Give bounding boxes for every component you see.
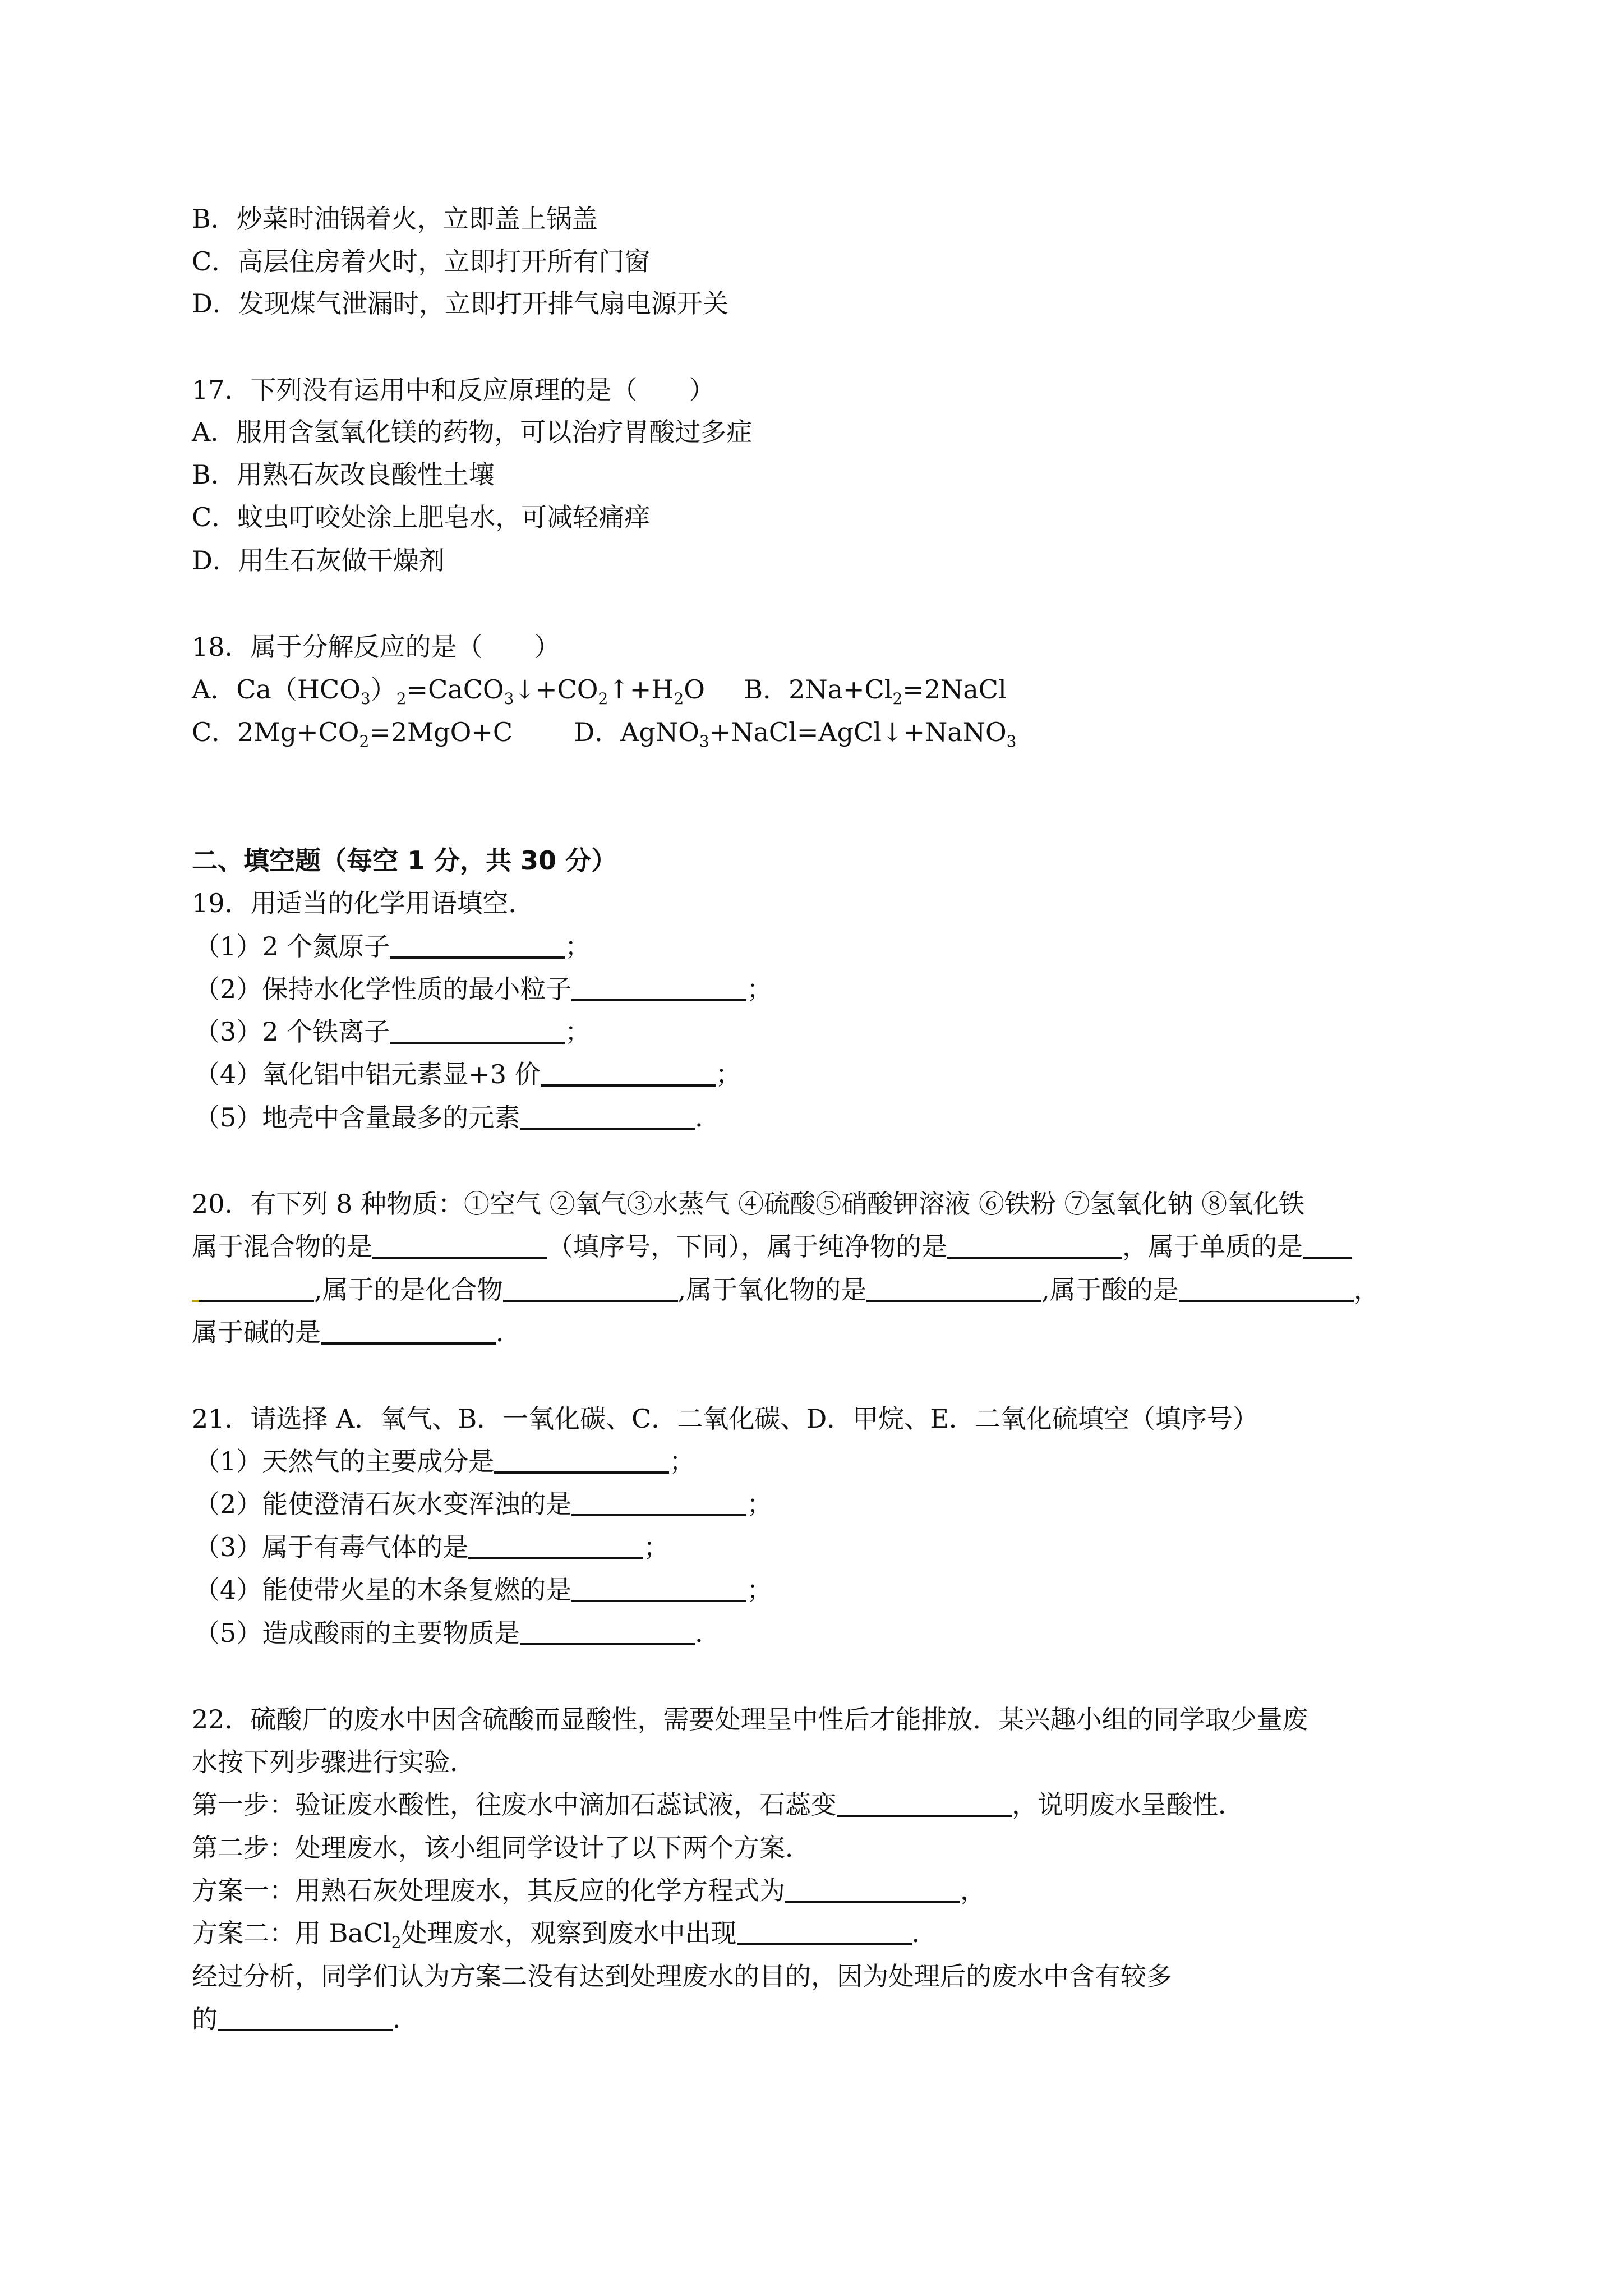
answer-blank[interactable] (520, 1099, 695, 1130)
q18-option-d: D．AgNO$_3$+NaCl=AgCl↓+NaNO$_3$ (574, 717, 1017, 751)
q20-line-1: 20．有下列 8 种物质：①空气 ②氧气③水蒸气 ④硫酸⑤硝酸钾溶液 ⑥铁粉 ⑦氢氧化钠 ⑧氧化铁 (192, 1189, 1305, 1219)
q22-line-1: 22．硫酸厂的废水中因含硫酸而显酸性，需要处理呈中性后才能排放．某兴趣小组的同学取少量废 (192, 1704, 1308, 1734)
q22-analysis-end: 的 ． (192, 1997, 418, 2041)
q18-option-c: C．$2Mg+CO_2=2MgO+C$ (192, 717, 513, 751)
q17-option-c: C．蚊虫叮咬处涂上肥皂水，可减轻痛痒 (192, 502, 651, 532)
q19-stem: 19．用适当的化学用语填空． (192, 888, 534, 918)
q22-line-2: 水按下列步骤进行实验． (192, 1747, 476, 1777)
answer-blank[interactable] (1303, 1228, 1352, 1259)
answer-blank[interactable] (199, 1272, 314, 1302)
answer-blank[interactable] (520, 1615, 695, 1645)
section-heading: 二、填空题（每空 1 分，共 30 分） (192, 845, 617, 876)
answer-blank[interactable] (390, 928, 565, 959)
q22-step-1: 第一步：验证废水酸性，往废水中滴加石蕊试液，石蕊变 ，说明废水呈酸性． (192, 1783, 1244, 1826)
q21-item-2: （2）能使澄清石灰水变浑浊的是 ； (194, 1482, 772, 1526)
q22-plan-2: 方案二：用 BaCl$_2$处理废水，观察到废水中出现 ． (192, 1911, 938, 1955)
answer-blank[interactable] (571, 1486, 746, 1516)
q19-item-1: （1）2 个氮原子 ； (194, 924, 591, 968)
answer-blank[interactable] (218, 2001, 393, 2031)
q22-analysis: 经过分析，同学们认为方案二没有达到处理废水的目的，因为处理后的废水中含有较多 (192, 1961, 1172, 1991)
answer-blank[interactable] (571, 971, 746, 1001)
q17-option-b: B．用熟石灰改良酸性土壤 (192, 459, 495, 490)
q18-option-b: B．$2Na+Cl_2=2NaCl$ (744, 674, 1007, 708)
q19-item-3: （3）2 个铁离子 ； (194, 1010, 591, 1053)
q17-option-a: A．服用含氢氧化镁的药物，可以治疗胃酸过多症 (192, 417, 753, 447)
answer-blank[interactable] (541, 1056, 716, 1087)
answer-blank[interactable] (468, 1529, 643, 1559)
answer-blank[interactable] (1179, 1272, 1354, 1302)
q19-item-4: （4）氧化铝中铝元素显+3 价 ； (194, 1052, 741, 1096)
q16-option-c: C．高层住房着火时，立即打开所有门窗 (192, 246, 651, 277)
q22-plan-1: 方案一：用熟石灰处理废水，其反应的化学方程式为 ， (192, 1869, 986, 1912)
answer-blank[interactable] (947, 1228, 1122, 1259)
q16-option-d: D．发现煤气泄漏时，立即打开排气扇电源开关 (192, 288, 728, 319)
q19-item-5: （5）地壳中含量最多的元素 ． (194, 1096, 721, 1139)
answer-blank[interactable] (494, 1443, 669, 1474)
q17-option-d: D．用生石灰做干燥剂 (192, 545, 445, 576)
q20-line-3: ,属于的是化合物 ,属于氧化物的是 ,属于酸的是 ， (192, 1268, 1380, 1312)
q21-item-3: （3）属于有毒气体的是 ； (194, 1525, 669, 1569)
answer-blank[interactable] (372, 1228, 547, 1259)
q19-item-2: （2）保持水化学性质的最小粒子 ； (194, 967, 772, 1011)
answer-blank[interactable] (321, 1314, 496, 1345)
q20-line-2: 属于混合物的是 （填序号，下同），属于纯净物的是 ，属于单质的是 (192, 1225, 1352, 1268)
q22-step-2: 第二步：处理废水，该小组同学设计了以下两个方案． (192, 1833, 811, 1863)
q18-options-cd (192, 710, 1017, 754)
q18-options-ab (192, 668, 1007, 711)
q18-stem: 18．属于分解反应的是（ ） (192, 632, 560, 662)
q21-item-1: （1）天然气的主要成分是 ； (194, 1439, 695, 1483)
q18-option-a: A．$Ca(HCO_3)_2=CaCO_3↓+CO_2↑+H_2O$ (192, 674, 706, 708)
answer-blank[interactable] (866, 1272, 1041, 1302)
answer-blank[interactable] (390, 1014, 565, 1044)
q21-item-4: （4）能使带火星的木条复燃的是 ； (194, 1568, 772, 1612)
q17-stem: 17．下列没有运用中和反应原理的是（ ） (192, 375, 715, 405)
answer-blank[interactable] (785, 1872, 960, 1903)
q16-option-b: B．炒菜时油锅着火，立即盖上锅盖 (192, 204, 598, 234)
stray-mark (192, 1300, 199, 1302)
answer-blank[interactable] (837, 1787, 1012, 1817)
answer-blank[interactable] (503, 1272, 678, 1302)
q20-line-4: 属于碱的是 ． (192, 1310, 522, 1354)
answer-blank[interactable] (737, 1915, 912, 1945)
q21-item-5: （5）造成酸雨的主要物质是 ． (194, 1611, 721, 1655)
q21-stem: 21．请选择 A．氧气、B．一氧化碳、C．二氧化碳、D．甲烷、E．二氧化硫填空（填序号） (192, 1404, 1258, 1434)
answer-blank[interactable] (571, 1572, 746, 1602)
